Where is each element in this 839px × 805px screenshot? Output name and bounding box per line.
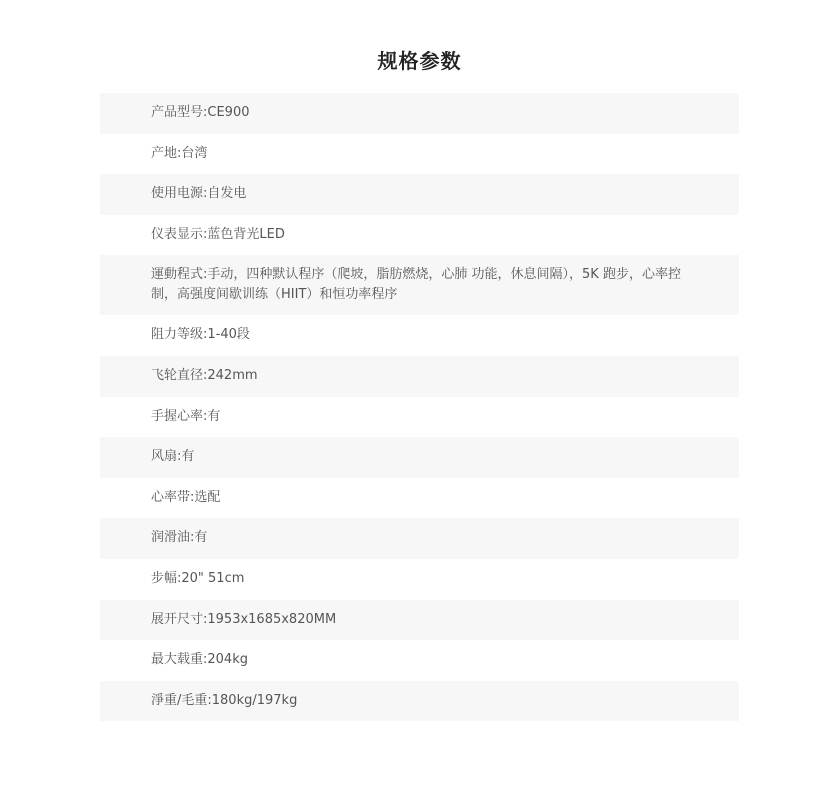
spec-row-max-load: 最大载重:204kg <box>100 640 739 681</box>
spec-row-weight: 淨重/毛重:180kg/197kg <box>100 681 739 722</box>
spec-row-hand-pulse: 手握心率:有 <box>100 397 739 438</box>
spec-row-flywheel: 飞轮直径:242mm <box>100 356 739 397</box>
spec-row-display: 仪表显示:蓝色背光LED <box>100 215 739 256</box>
page-title: 规格参数 <box>377 49 462 74</box>
spec-row-dimensions: 展开尺寸:1953x1685x820MM <box>100 600 739 641</box>
spec-list <box>100 93 739 721</box>
spec-row-fan: 风扇:有 <box>100 437 739 478</box>
spec-row-resistance: 阻力等级:1-40段 <box>100 315 739 356</box>
spec-row-origin: 产地:台湾 <box>100 134 739 175</box>
spec-row-chest-strap: 心率带:选配 <box>100 478 739 519</box>
spec-row-model: 产品型号:CE900 <box>100 93 739 134</box>
spec-row-lubricant: 润滑油:有 <box>100 518 739 559</box>
spec-row-stride: 步幅:20" 51cm <box>100 559 739 600</box>
spec-row-programs: 運動程式:手动，四种默认程序（爬坡，脂肪燃烧，心肺 功能，休息间隔），5K 跑步，心率控制，高强度间歇训练（HIIT）和恒功率程序 <box>100 255 739 315</box>
spec-row-power: 使用电源:自发电 <box>100 174 739 215</box>
